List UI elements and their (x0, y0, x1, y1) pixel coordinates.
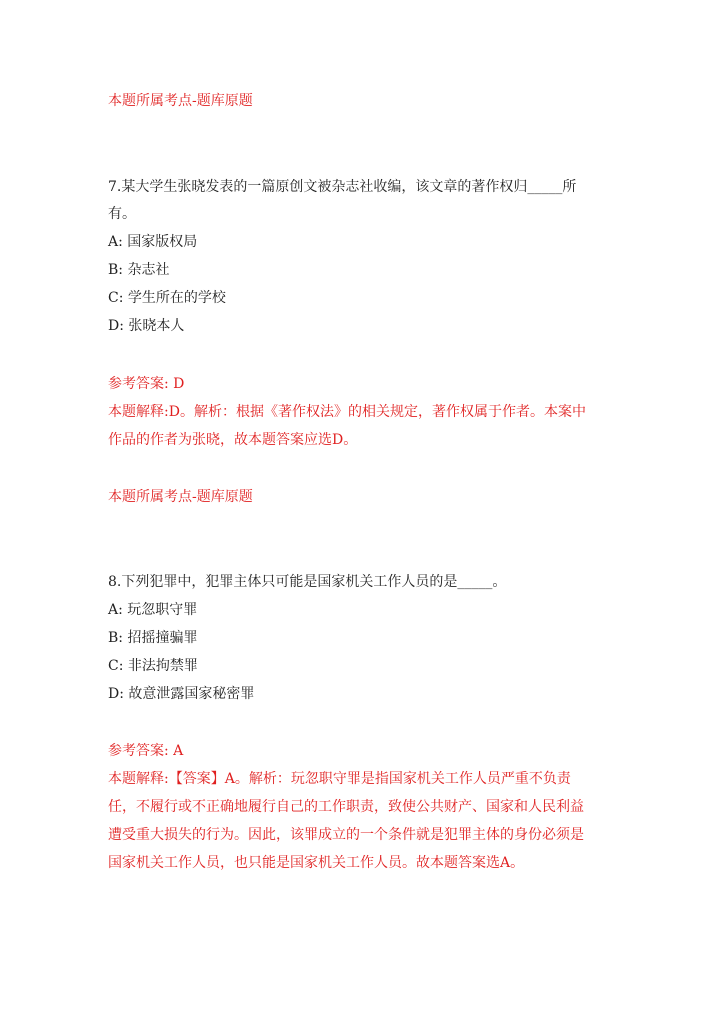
q8-option-a: A: 玩忽职守罪 (108, 602, 198, 618)
q7-option-c: C: 学生所在的学校 (108, 290, 226, 306)
q7-stem-line2: 有。 (108, 206, 136, 222)
q7-explanation-line2: 作品的作者为张晓，故本题答案应选D。 (108, 432, 358, 448)
q8-explanation-line4: 国家机关工作人员，也只能是国家机关工作人员。故本题答案选A。 (108, 855, 525, 871)
q7-explanation-line1: 本题解释:D。解析：根据《著作权法》的相关规定，著作权属于作者。本案中 (108, 404, 586, 420)
q8-option-b: B: 招摇撞骗罪 (108, 630, 198, 646)
q8-explanation-line2: 任，不履行或不正确地履行自己的工作职责，致使公共财产、国家和人民利益 (108, 799, 584, 815)
q8-option-d: D: 故意泄露国家秘密罪 (108, 686, 255, 702)
q7-stem-line1: 7.某大学生张晓发表的一篇原创文被杂志社收编，该文章的著作权归_____所 (108, 179, 577, 195)
q7-answer: 参考答案: D (108, 376, 185, 392)
q8-explanation-line3: 遭受重大损失的行为。因此，该罪成立的一个条件就是犯罪主体的身份必须是 (108, 827, 584, 843)
q7-option-d: D: 张晓本人 (108, 318, 185, 334)
q8-option-c: C: 非法拘禁罪 (108, 658, 198, 674)
q7-category: 本题所属考点-题库原题 (108, 489, 253, 505)
q7-option-a: A: 国家版权局 (108, 234, 198, 250)
q8-stem-line1: 8.下列犯罪中，犯罪主体只可能是国家机关工作人员的是_____。 (108, 574, 507, 590)
q7-option-b: B: 杂志社 (108, 262, 170, 278)
q8-answer: 参考答案: A (108, 743, 184, 759)
q6-category: 本题所属考点-题库原题 (108, 93, 253, 109)
q8-explanation-line1: 本题解释:【答案】A。解析：玩忽职守罪是指国家机关工作人员严重不负责 (108, 771, 571, 787)
